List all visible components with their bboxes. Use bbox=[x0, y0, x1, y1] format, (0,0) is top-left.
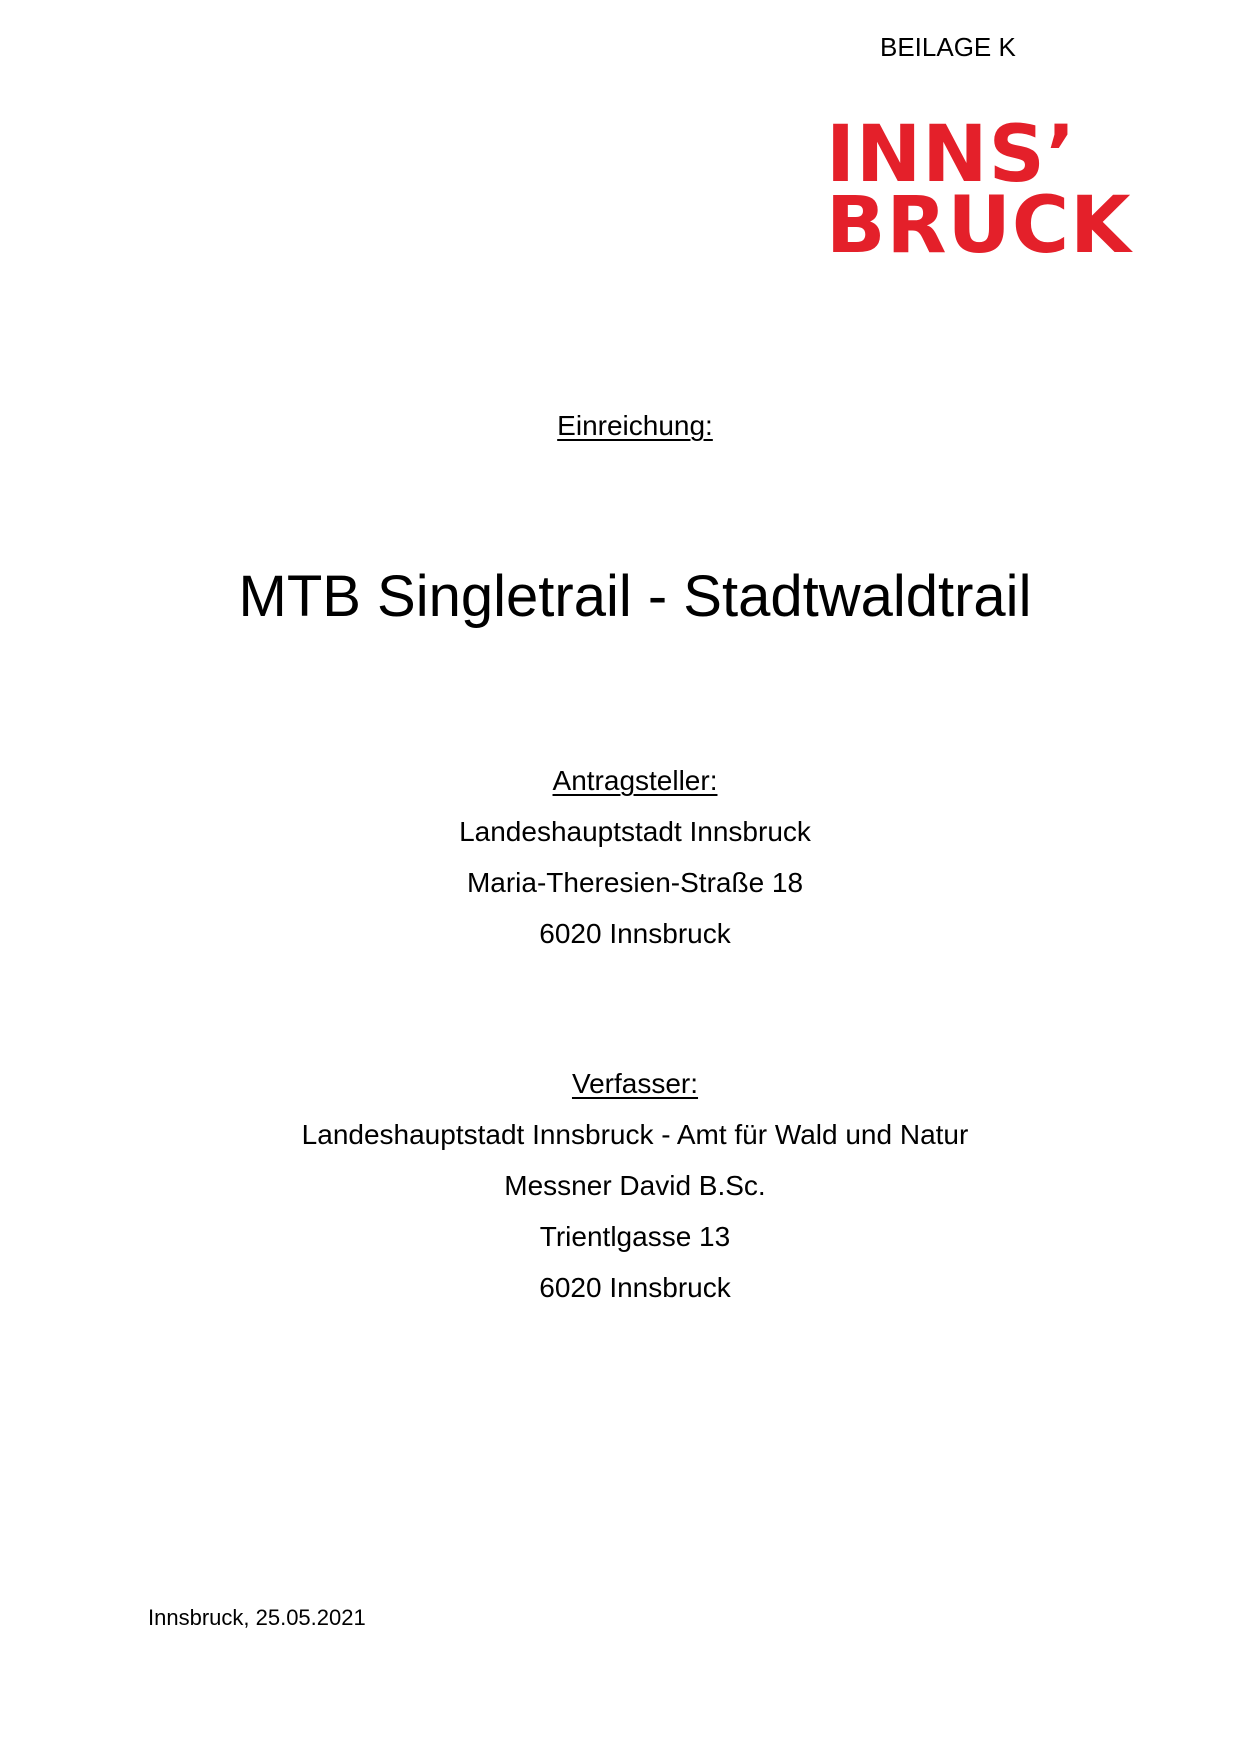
document-title: MTB Singletrail - Stadtwaldtrail bbox=[238, 564, 1032, 629]
author-line: Landeshauptstadt Innsbruck - Amt für Wald und Natur bbox=[301, 1119, 969, 1150]
logo-text-line-2: BRUCK bbox=[826, 181, 1132, 271]
logo-text-line-1: INNS’ bbox=[826, 110, 1077, 200]
applicant-section bbox=[0, 755, 1241, 959]
submission-label: Einreichung: bbox=[557, 410, 713, 441]
applicant-line: Landeshauptstadt Innsbruck bbox=[459, 816, 811, 847]
author-label: Verfasser: bbox=[571, 1068, 699, 1099]
author-line: 6020 Innsbruck bbox=[539, 1272, 731, 1303]
innsbruck-logo bbox=[826, 110, 1132, 271]
place-date: Innsbruck, 25.05.2021 bbox=[148, 1605, 366, 1630]
author-line: Messner David B.Sc. bbox=[504, 1170, 766, 1201]
applicant-line: Maria-Theresien-Straße 18 bbox=[466, 867, 804, 898]
annex-label: BEILAGE K bbox=[880, 32, 1016, 62]
author-section bbox=[0, 1058, 1241, 1313]
applicant-label: Antragsteller: bbox=[552, 765, 718, 796]
author-line: Trientlgasse 13 bbox=[539, 1221, 731, 1252]
submission-heading bbox=[0, 408, 1241, 444]
applicant-line: 6020 Innsbruck bbox=[539, 918, 731, 949]
